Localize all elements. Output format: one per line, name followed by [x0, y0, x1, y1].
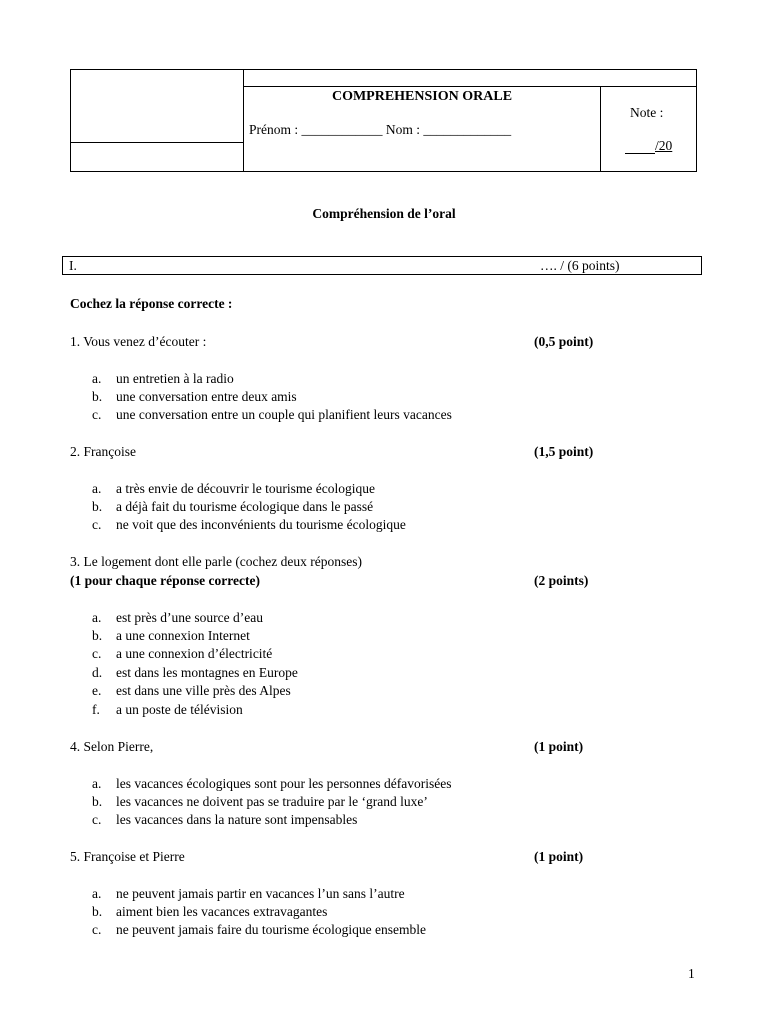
- option-label: e.: [92, 683, 102, 698]
- question-2-points: (1,5 point): [534, 444, 594, 459]
- question-3-option-a: [92, 610, 263, 626]
- question-1-option-b: [92, 389, 297, 405]
- question-1-option-a: [92, 371, 234, 387]
- question-4-points: (1 point): [534, 739, 584, 754]
- section-bar: [62, 256, 702, 275]
- option-label: b.: [92, 389, 103, 404]
- option-text: a déjà fait du tourisme écologique dans le passé: [116, 499, 374, 514]
- header-title: COMPREHENSION ORALE: [331, 89, 513, 104]
- header-top-strip-line: [243, 86, 696, 87]
- option-label: c.: [92, 646, 102, 661]
- question-2-option-b: [92, 499, 373, 515]
- question-1-text: 1. Vous venez d’écouter :: [70, 334, 207, 349]
- option-text: ne peuvent jamais faire du tourisme écologique ensemble: [116, 922, 427, 937]
- option-label: c.: [92, 812, 102, 827]
- option-label: b.: [92, 794, 103, 809]
- option-label: c.: [92, 517, 102, 532]
- question-3-option-c: [92, 646, 272, 662]
- option-text: une conversation entre un couple qui planifient leurs vacances: [116, 407, 452, 422]
- question-5-text: 5. Françoise et Pierre: [70, 849, 185, 864]
- option-text: aiment bien les vacances extravagantes: [116, 904, 328, 919]
- question-4-text: 4. Selon Pierre,: [70, 739, 154, 754]
- question-5-points: (1 point): [534, 849, 584, 864]
- option-text: est dans une ville près des Alpes: [116, 683, 291, 698]
- option-text: a une connexion d’électricité: [116, 646, 273, 661]
- option-label: b.: [92, 904, 103, 919]
- question-3-subtext: (1 pour chaque réponse correcte): [70, 573, 260, 588]
- question-2-option-a: [92, 481, 375, 497]
- question-5-option-b: [92, 904, 327, 920]
- option-label: b.: [92, 628, 103, 643]
- option-text: est dans les montagnes en Europe: [116, 665, 298, 680]
- option-text: les vacances dans la nature sont impensables: [116, 812, 358, 827]
- question-3-option-b: [92, 628, 250, 644]
- header-divider-note: [600, 86, 601, 171]
- question-3-text: 3. Le logement dont elle parle (cochez deux réponses): [70, 554, 363, 569]
- question-4-option-b: [92, 794, 428, 810]
- question-4-option-c: [92, 812, 357, 828]
- option-text: une conversation entre deux amis: [116, 389, 297, 404]
- page-number: 1: [688, 966, 695, 981]
- option-label: b.: [92, 499, 103, 514]
- section-number: I.: [69, 258, 77, 273]
- option-label: c.: [92, 922, 102, 937]
- section-score: …. / (6 points): [540, 258, 620, 273]
- option-label: a.: [92, 776, 102, 791]
- question-3-option-d: [92, 665, 298, 681]
- option-text: a un poste de télévision: [116, 702, 243, 717]
- question-5-option-a: [92, 886, 405, 902]
- option-text: les vacances ne doivent pas se traduire par le ‘grand luxe’: [116, 794, 428, 809]
- option-text: un entretien à la radio: [116, 371, 234, 386]
- option-label: d.: [92, 665, 103, 680]
- page-subtitle: Compréhension de l’oral: [312, 206, 456, 221]
- question-3-points: (2 points): [534, 573, 589, 588]
- option-label: f.: [92, 702, 100, 717]
- note-label: Note :: [630, 105, 664, 120]
- question-2-text: 2. Françoise: [70, 444, 136, 459]
- note-score-blank: [625, 141, 655, 154]
- option-text: ne voit que des inconvénients du tourisme écologique: [116, 517, 406, 532]
- note-score: [625, 138, 672, 154]
- instruction: Cochez la réponse correcte :: [70, 296, 233, 311]
- option-label: a.: [92, 371, 102, 386]
- student-name-line: Prénom : ____________ Nom : _____________: [249, 122, 512, 137]
- header-box: [70, 69, 697, 172]
- question-3-option-e: [92, 683, 291, 699]
- question-3-option-f: [92, 702, 243, 718]
- option-label: a.: [92, 481, 102, 496]
- option-label: a.: [92, 610, 102, 625]
- question-1-points: (0,5 point): [534, 334, 594, 349]
- question-1-option-c: [92, 407, 452, 423]
- question-2-option-c: [92, 517, 406, 533]
- option-text: est près d’une source d’eau: [116, 610, 263, 625]
- header-left-cell-line: [71, 142, 243, 143]
- option-text: ne peuvent jamais partir en vacances l’un sans l’autre: [116, 886, 405, 901]
- note-score-total: /20: [655, 138, 673, 153]
- option-label: a.: [92, 886, 102, 901]
- question-5-option-c: [92, 922, 426, 938]
- option-text: a une connexion Internet: [116, 628, 250, 643]
- option-label: c.: [92, 407, 102, 422]
- option-text: les vacances écologiques sont pour les personnes défavorisées: [116, 776, 452, 791]
- option-text: a très envie de découvrir le tourisme écologique: [116, 481, 376, 496]
- question-4-option-a: [92, 776, 452, 792]
